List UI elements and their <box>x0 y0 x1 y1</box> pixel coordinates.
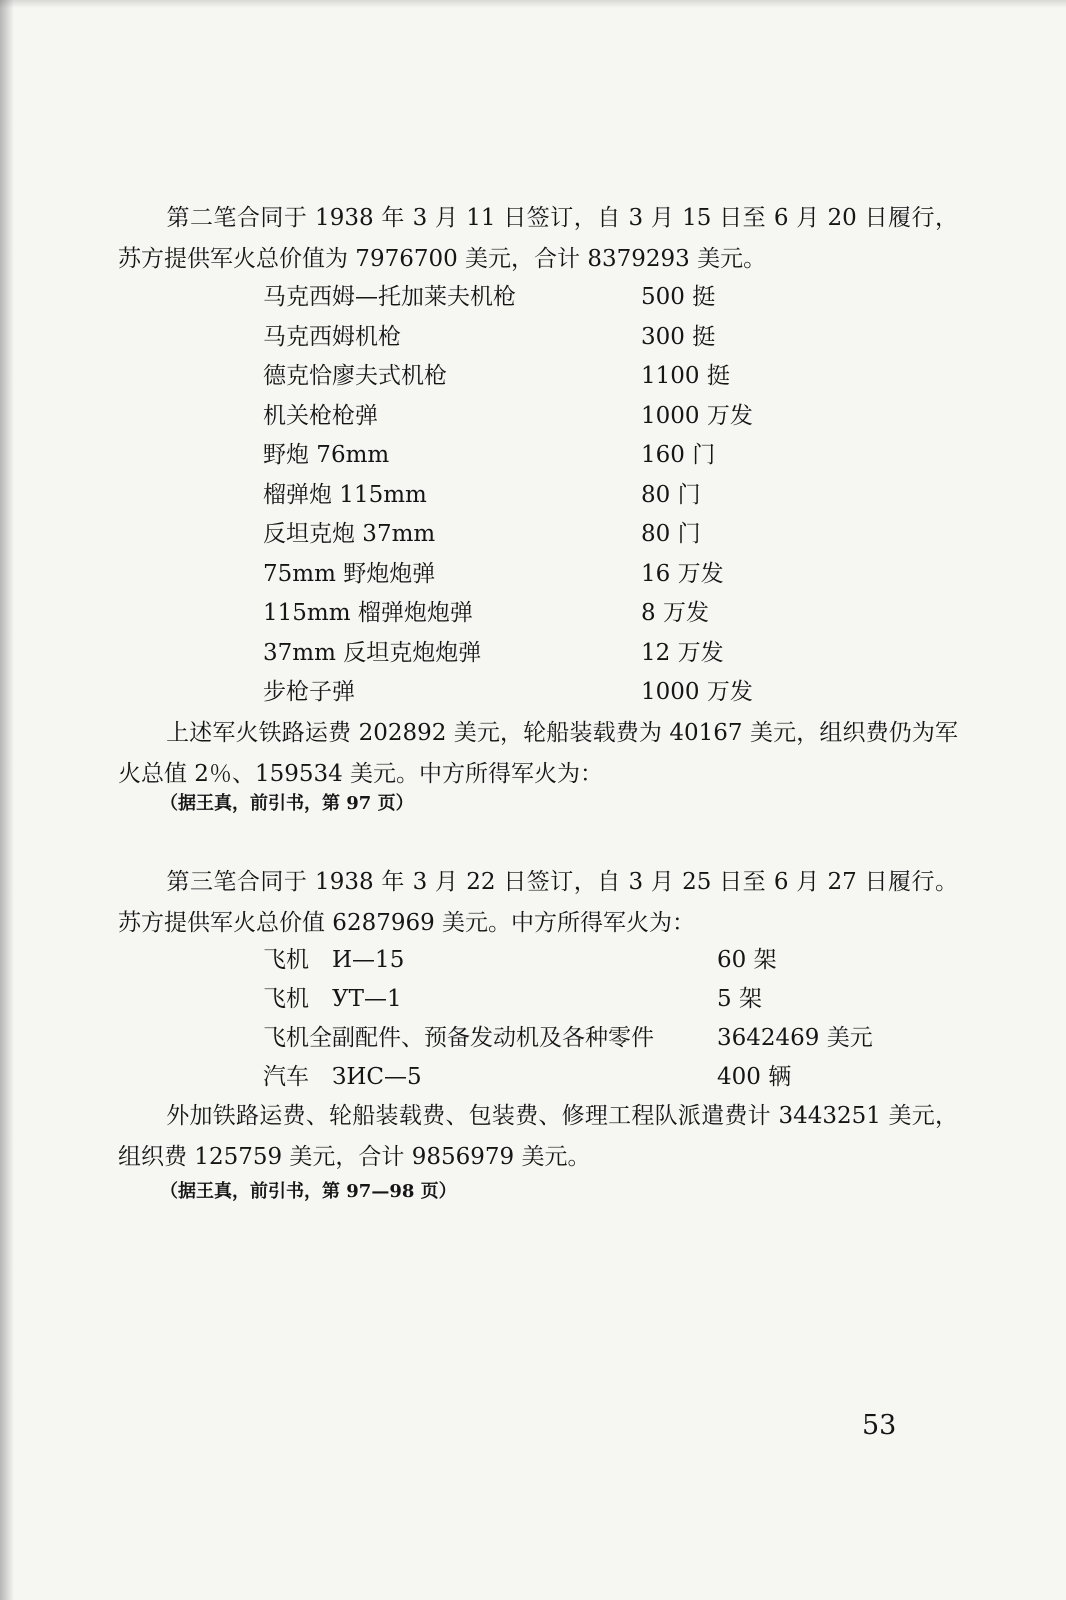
item-row <box>263 356 963 396</box>
item-row <box>263 1018 963 1058</box>
contract-2-intro: 第二笔合同于 1938 年 3 月 11 日签订，自 3 月 15 日至 6 月 20 日履行，苏方提供军火总价值为 7976700 美元，合计 8379293 美元。 <box>118 205 958 272</box>
item-quantity: 60 架 <box>717 947 777 973</box>
item-name: 飞机 УТ—1 <box>263 986 402 1012</box>
item-quantity: 12 万发 <box>641 639 724 666</box>
item-row <box>263 633 963 673</box>
item-name: 马克西姆机枪 <box>263 323 401 350</box>
item-row <box>263 593 963 633</box>
contract-2-costs: 上述军火铁路运费 202892 美元，轮船装载费为 40167 美元，组织费仍为军火总值 2％、159534 美元。中方所得军火为： <box>118 720 958 787</box>
item-quantity: 400 辆 <box>717 1064 792 1090</box>
page-edge-shadow <box>0 0 14 1600</box>
page-number: 53 <box>862 1410 897 1441</box>
item-quantity: 5 架 <box>717 986 762 1012</box>
item-row <box>263 277 963 317</box>
item-quantity: 300 挺 <box>641 323 716 350</box>
item-quantity: 1000 万发 <box>641 402 753 429</box>
item-quantity: 1000 万发 <box>641 679 753 705</box>
item-quantity: 3642469 美元 <box>717 1025 873 1051</box>
item-row <box>263 435 963 475</box>
item-row <box>263 317 963 357</box>
contract-3-source-note: （据王真，前引书，第 97—98 页） <box>160 1181 457 1202</box>
contract-3-costs: 外加铁路运费、轮船装载费、包装费、修理工程队派遣费计 3443251 美元，组织费 125759 美元，合计 9856979 美元。 <box>118 1103 958 1170</box>
item-row <box>263 672 963 712</box>
item-name: 飞机全副配件、预备发动机及各种零件 <box>263 1025 654 1051</box>
item-quantity: 1100 挺 <box>641 363 730 389</box>
item-name: 马克西姆—托加莱夫机枪 <box>263 284 516 310</box>
item-quantity: 8 万发 <box>641 600 709 626</box>
item-row <box>263 940 963 980</box>
item-row <box>263 514 963 554</box>
item-quantity: 500 挺 <box>641 284 716 310</box>
item-row <box>263 475 963 515</box>
item-name: 步枪子弹 <box>263 679 355 705</box>
item-name: 机关枪枪弹 <box>263 402 378 429</box>
item-name: 飞机 И—15 <box>263 947 405 973</box>
item-quantity: 80 门 <box>641 521 701 547</box>
item-name: 榴弹炮 115mm <box>263 481 427 508</box>
item-name: 德克恰廖夫式机枪 <box>263 363 447 389</box>
item-row <box>263 979 963 1019</box>
contract-3-intro: 第三笔合同于 1938 年 3 月 22 日签订，自 3 月 25 日至 6 月 27 日履行。苏方提供军火总价值 6287969 美元。中方所得军火为： <box>118 869 958 936</box>
item-quantity: 160 门 <box>641 442 716 468</box>
item-quantity: 80 门 <box>641 481 701 508</box>
item-name: 野炮 76mm <box>263 442 390 468</box>
item-name: 75mm 野炮炮弹 <box>263 560 436 587</box>
item-row <box>263 1057 963 1097</box>
item-row <box>263 554 963 594</box>
item-name: 115mm 榴弹炮炮弹 <box>263 600 473 626</box>
contract-2-source-note: （据王真，前引书，第 97 页） <box>160 793 414 814</box>
item-row <box>263 396 963 436</box>
item-name: 37mm 反坦克炮炮弹 <box>263 639 482 666</box>
page-top-shadow <box>0 0 1066 8</box>
item-name: 汽车 ЗИС—5 <box>263 1064 422 1090</box>
item-quantity: 16 万发 <box>641 560 724 587</box>
item-name: 反坦克炮 37mm <box>263 521 436 547</box>
